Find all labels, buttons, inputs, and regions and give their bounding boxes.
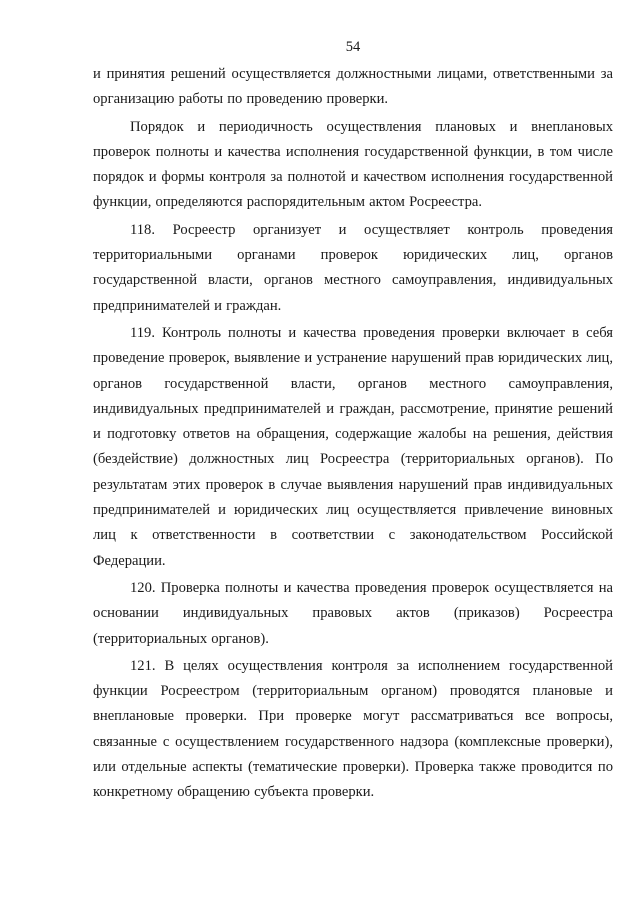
paragraph-item-118: 118. Росреестр организует и осуществляет контроль проведения территориальными органами проверок юридических лиц, органов государственной власти, органов местного самоуправления, индивидуальных предпринимателей и граждан. xyxy=(93,221,613,314)
paragraph-item-119: 119. Контроль полноты и качества проведения проверки включает в себя проведение проверок, выявление и устранение нарушений прав юридических лиц, органов государственной власти, органов местного самоуправления, индивидуальных предпринимателей и граждан, рассмотрение, принятие решений и подготовку ответов на обращения, содержащие жалобы на решения, действия (бездействие) должностных лиц Росреестра (территориальных органов). По результатам этих проверок в случае выявления нарушений прав индивидуальных предпринимателей и юридических лиц осуществляется привлечение виновных лиц к ответственности в соответствии с законодательством Российской Федерации. xyxy=(93,324,613,569)
paragraph-continuation: и принятия решений осуществляется должностными лицами, ответственными за организацию работы по проведению проверки. xyxy=(93,66,613,108)
page-number: 54 xyxy=(345,39,361,55)
paragraph-item-121: 121. В целях осуществления контроля за исполнением государственной функции Росреестром (территориальным органом) проводятся плановые и внеплановые проверки. При проверке могут рассматриваться все вопросы, связанные с осуществлением государственного надзора (комплексные проверки), или отдельные аспекты (тематические проверки). Проверка также проводится по конкретному обращению субъекта проверки. xyxy=(93,657,613,801)
document-body xyxy=(93,62,613,808)
document-page xyxy=(93,0,613,905)
paragraph-inspection-order: Порядок и периодичность осуществления плановых и внеплановых проверок полноты и качества исполнения государственной функции, в том числе порядок и формы контроля за полнотой и качеством исполнения государственной функции, определяются распорядительным актом Росреестра. xyxy=(93,118,613,211)
paragraph-item-120: 120. Проверка полноты и качества проведения проверок осуществляется на основании индивидуальных правовых актов (приказов) Росреестра (территориальных органов). xyxy=(93,579,613,647)
